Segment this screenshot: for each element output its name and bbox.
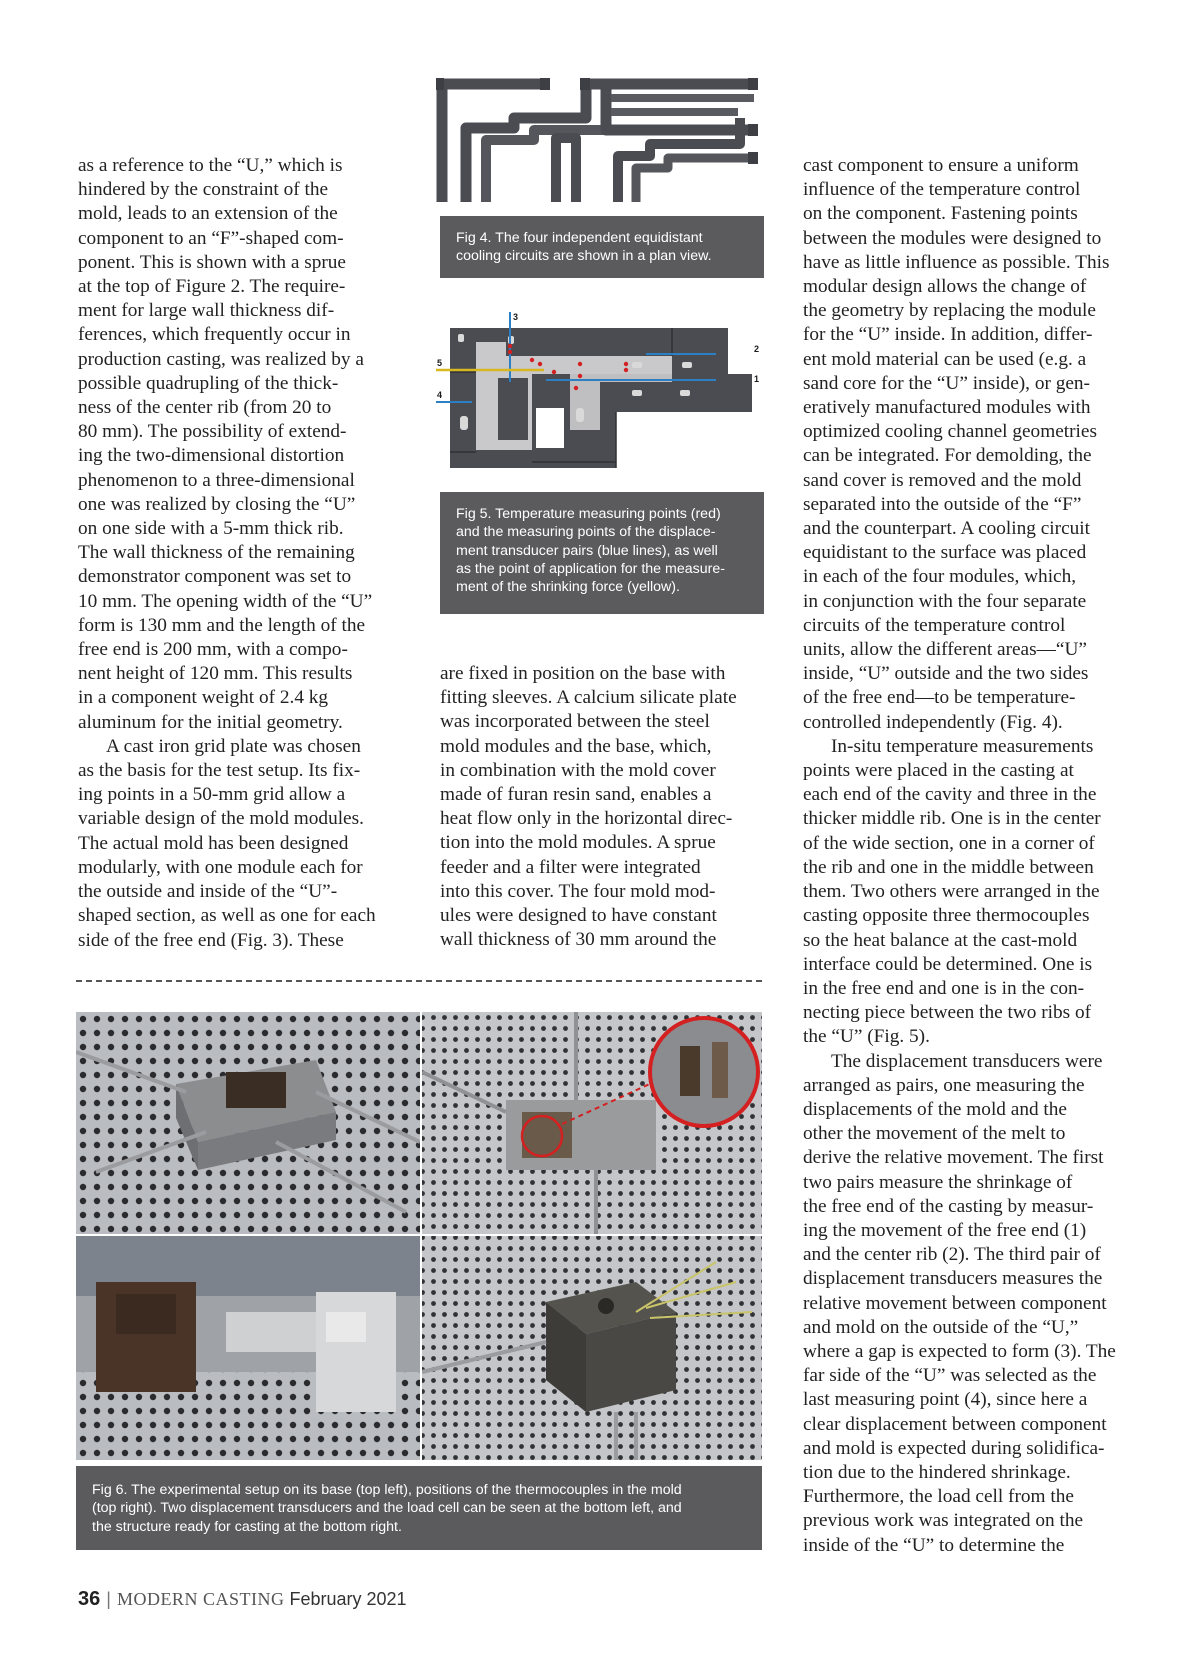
figure-4-caption [440,216,764,278]
body-line: clear displacement between component [803,1413,1107,1435]
caption-line: cooling circuits are shown in a plan view. [456,248,712,265]
issue-date: February 2021 [289,1589,407,1609]
body-line: form is 130 mm and the length of the [78,614,366,636]
body-line: and mold on the outside of the “U,” [803,1316,1079,1338]
temperature-point [538,362,542,366]
body-line: Furthermore, the load cell from the [803,1486,1074,1508]
body-line: separated into the outside of the “F” [803,493,1082,515]
body-line: between the modules were designed to [803,227,1102,249]
body-line: relative movement between component [803,1292,1107,1314]
body-line: derive the relative movement. The first [803,1147,1104,1169]
temperature-point [574,386,578,390]
body-line: far side of the “U” was selected as the [803,1365,1097,1387]
body-line: heat flow only in the horizontal direc- [440,808,733,830]
body-line: as a reference to the “U,” which is [78,155,343,176]
page-number: 36 [78,1588,101,1610]
body-line: one was realized by closing the “U” [78,493,356,515]
body-line: component to an “F”-shaped com- [78,227,344,249]
text-column-2 [440,662,770,952]
body-line: ponent. This is shown with a sprue [78,251,346,273]
body-line: ing the movement of the free end (1) [803,1219,1087,1241]
body-line: nent height of 120 mm. This results [78,663,353,685]
body-line: the geometry by replacing the module [803,300,1096,322]
body-line: as the basis for the test setup. Its fix- [78,760,361,782]
page-footer [78,1588,407,1611]
body-line: at the top of Figure 2. The require- [78,276,346,298]
body-line: and the counterpart. A cooling circuit [803,518,1090,540]
body-line: in combination with the mold cover [440,759,716,781]
text-column-3 [803,154,1148,1558]
body-line: was incorporated between the steel [440,711,710,733]
body-line: possible quadrupling of the thick- [78,372,339,394]
body-line: the “U” (Fig. 5). [803,1026,930,1048]
caption-line: as the point of application for the measure- [456,560,725,577]
caption-line: and the measuring points of the displace- [456,524,716,541]
body-line: on one side with a 5-mm thick rib. [78,518,344,540]
body-line: The actual mold has been designed [78,832,349,854]
photo-bottom-left [76,1236,420,1460]
body-line: In-situ temperature measurements [831,735,1094,757]
body-line: phenomenon to a three-dimensional [78,469,355,491]
caption-line: the structure ready for casting at the bottom right. [92,1518,402,1535]
temperature-point [552,370,556,374]
body-line: cast component to ensure a uniform [803,155,1079,176]
body-line: on the component. Fastening points [803,203,1078,225]
body-line: ules were designed to have constant [440,905,717,927]
body-line: interface could be determined. One is [803,953,1093,975]
footer-separator: | [106,1589,111,1609]
body-line: hindered by the constraint of the [78,179,329,201]
body-line: the outside and inside of the “U”- [78,881,338,903]
figure-4-cooling-circuits [436,74,766,210]
body-line: arranged as pairs, one measuring the [803,1074,1085,1096]
temperature-point [508,350,512,354]
body-line: tion into the mold modules. A sprue [440,832,716,854]
body-line: wall thickness of 30 mm around the [440,929,717,951]
body-line: mold modules and the base, which, [440,735,712,757]
body-line: so the heat balance at the cast-mold [803,929,1078,951]
temperature-point [624,368,628,372]
body-line: where a gap is expected to form (3). The [803,1340,1116,1362]
body-line: ness of the center rib (from 20 to [78,397,332,419]
body-line: last measuring point (4), since here a [803,1389,1088,1411]
body-line: displacements of the mold and the [803,1098,1067,1120]
body-line: casting opposite three thermocouples [803,905,1090,927]
body-line: ing the two-dimensional distortion [78,445,345,467]
figure-6-caption [76,1466,762,1550]
body-line: The displacement transducers were [831,1050,1103,1072]
body-line: variable design of the mold modules. [78,808,364,830]
point-label: 3 [513,312,519,322]
body-line: previous work was integrated on the [803,1510,1084,1532]
body-line: made of furan resin sand, enables a [440,784,712,806]
body-line: of the wide section, one in a corner of [803,832,1095,854]
point-label: 2 [754,344,760,354]
body-line: 80 mm). The possibility of extend- [78,421,347,443]
body-line: mold, leads to an extension of the [78,203,338,225]
body-line: units, allow the different areas—“U” [803,639,1087,661]
body-line: in a component weight of 2.4 kg [78,687,329,709]
body-line: 10 mm. The opening width of the “U” [78,590,373,612]
magazine-title: MODERN CASTING [116,1589,285,1609]
body-line: thicker middle rib. One is in the center [803,808,1101,830]
body-line: tion due to the hindered shrinkage. [803,1461,1071,1483]
body-line: shaped section, as well as one for each [78,905,376,927]
body-line: controlled independently (Fig. 4). [803,711,1063,733]
body-line: sand core for the “U” inside), or gen- [803,372,1090,394]
body-line: demonstrator component was set to [78,566,352,588]
body-line: equidistant to the surface was placed [803,542,1087,564]
body-line: inside of the “U” to determine the [803,1534,1065,1556]
body-line: influence of the temperature control [803,179,1081,201]
body-line: production casting, was realized by a [78,348,364,370]
body-line: of the free end—to be temperature- [803,687,1076,709]
caption-line: ment of the shrinking force (yellow). [456,579,680,596]
body-line: displacement transducers measures the [803,1268,1103,1290]
photo-bottom-right [422,1236,762,1460]
caption-line: Fig 5. Temperature measuring points (red) [456,506,721,522]
body-line: optimized cooling channel geometries [803,421,1097,443]
photo-top-left [76,1012,420,1234]
photo-top-right [422,1012,762,1234]
caption-line: (top right). Two displacement transducers and the load cell can be seen at the bottom left, and [92,1500,682,1517]
body-line: circuits of the temperature control [803,614,1066,636]
body-line: feeder and a filter were integrated [440,856,701,878]
body-line: other the movement of the melt to [803,1123,1066,1145]
caption-line: Fig 6. The experimental setup on its base (top left), positions of the thermocouples in the mold [92,1482,682,1498]
body-line: modular design allows the change of [803,276,1087,298]
body-line: ent mold material can be used (e.g. a [803,348,1087,370]
body-line: for the “U” inside. In addition, differ- [803,324,1093,346]
body-line: are fixed in position on the base with [440,663,726,684]
temperature-point [578,374,582,378]
body-line: ferences, which frequently occur in [78,324,351,346]
body-line: in each of the four modules, which, [803,566,1077,588]
body-line: A cast iron grid plate was chosen [106,735,361,757]
body-line: have as little influence as possible. This [803,251,1110,273]
text-column-1 [78,154,408,953]
figure-5-measuring-points [436,312,766,472]
body-line: each end of the cavity and three in the [803,784,1097,806]
section-divider [76,980,762,982]
body-line: ment for large wall thickness dif- [78,300,335,322]
body-line: inside, “U” outside and the two sides [803,663,1089,685]
body-line: eratively manufactured modules with [803,397,1091,419]
body-line: necting piece between the two ribs of [803,1002,1092,1024]
figure-5-caption [440,492,764,614]
temperature-point [578,362,582,366]
body-line: aluminum for the initial geometry. [78,711,343,733]
body-line: and mold is expected during solidifica- [803,1437,1105,1459]
temperature-point [508,344,512,348]
body-line: The wall thickness of the remaining [78,542,355,564]
point-label: 4 [437,390,443,400]
body-line: in the free end and one is in the con- [803,977,1085,999]
caption-line: ment transducer pairs (blue lines), as well [456,542,718,559]
body-line: two pairs measure the shrinkage of [803,1171,1073,1193]
temperature-point [530,358,534,362]
body-line: the free end of the casting by measur- [803,1195,1094,1217]
point-label: 1 [754,374,760,384]
point-label: 5 [437,358,443,368]
body-line: side of the free end (Fig. 3). These [78,929,344,951]
body-line: and the center rib (2). The third pair of [803,1244,1101,1266]
body-line: them. Two others were arranged in the [803,881,1100,903]
body-line: into this cover. The four mold mod- [440,880,716,902]
body-line: the rib and one in the middle between [803,856,1094,878]
body-line: can be integrated. For demolding, the [803,445,1092,467]
body-line: ing points in a 50-mm grid allow a [78,784,346,806]
body-line: fitting sleeves. A calcium silicate plate [440,687,737,709]
body-line: sand cover is removed and the mold [803,469,1082,491]
body-line: in conjunction with the four separate [803,590,1087,612]
body-line: points were placed in the casting at [803,760,1074,782]
caption-line: Fig 4. The four independent equidistant [456,230,703,246]
body-line: modularly, with one module each for [78,856,363,878]
figure-6-photos [76,1012,762,1460]
temperature-point [624,362,628,366]
body-line: free end is 200 mm, with a compo- [78,639,348,661]
